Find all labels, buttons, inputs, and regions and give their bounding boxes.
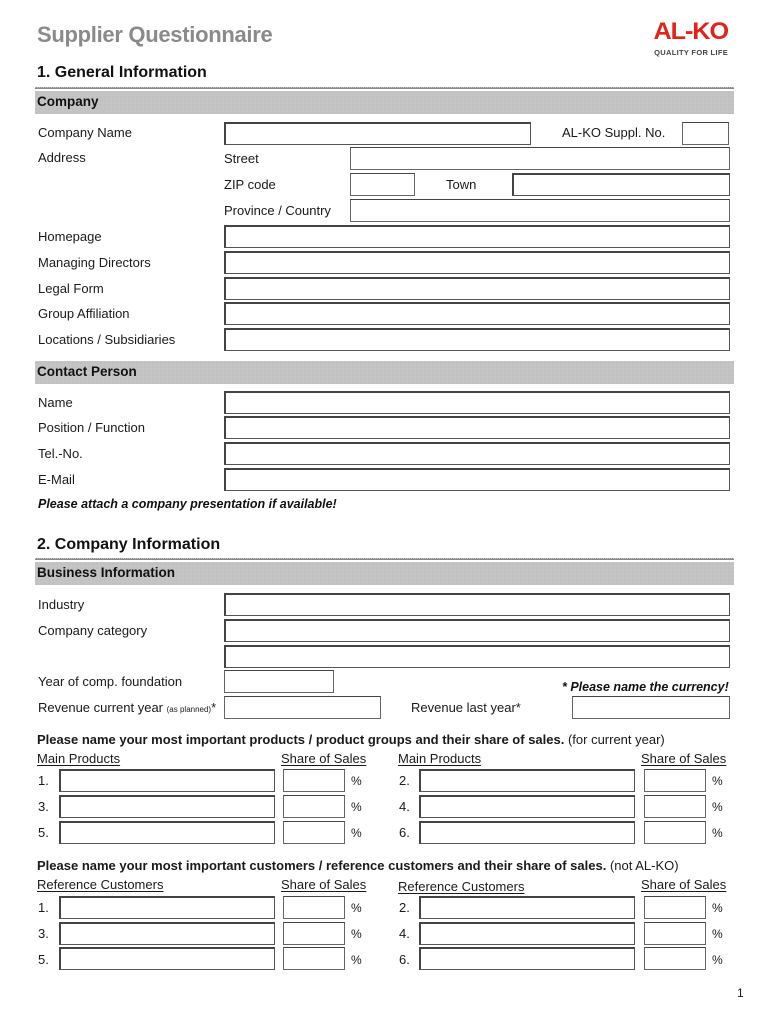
products-prompt: Please name your most important products / product groups and their share of sales. (for current year) — [37, 732, 665, 747]
percent-sign: % — [712, 774, 723, 788]
product-name-field-2[interactable] — [419, 769, 635, 792]
currency-note: * Please name the currency! — [562, 680, 729, 694]
homepage-label: Homepage — [38, 229, 102, 244]
product-share-field-3[interactable] — [283, 795, 345, 818]
products-col-share-right: Share of Sales — [641, 751, 727, 766]
tel-field[interactable] — [224, 442, 730, 465]
revenue-current-label: Revenue current year (as planned)* — [38, 700, 217, 715]
position-label: Position / Function — [38, 420, 145, 435]
product-row-num: 1. — [38, 773, 49, 788]
group-affiliation-label: Group Affiliation — [38, 306, 130, 321]
product-share-field-6[interactable] — [644, 821, 706, 844]
percent-sign: % — [712, 800, 723, 814]
revenue-current-field[interactable] — [224, 696, 381, 719]
percent-sign: % — [351, 927, 362, 941]
locations-field[interactable] — [224, 328, 730, 351]
legal-form-field[interactable] — [224, 277, 730, 300]
band-contact-label: Contact Person — [37, 364, 137, 379]
customer-share-field-6[interactable] — [644, 947, 706, 970]
band-contact-person — [35, 361, 734, 384]
address-label: Address — [38, 150, 86, 165]
industry-label: Industry — [38, 597, 85, 612]
customers-col-share-right: Share of Sales — [641, 877, 727, 892]
band-company-label: Company — [37, 94, 99, 109]
product-row-num: 6. — [399, 825, 410, 840]
company-name-field[interactable] — [224, 122, 531, 145]
zip-field[interactable] — [350, 173, 415, 196]
page-title: Supplier Questionnaire — [37, 22, 273, 47]
email-label: E-Mail — [38, 472, 75, 487]
percent-sign: % — [351, 953, 362, 967]
customer-row-num: 2. — [399, 900, 410, 915]
section-general-information-title: 1. General Information — [37, 64, 207, 81]
customers-col-share-left: Share of Sales — [281, 877, 367, 892]
presentation-note: Please attach a company presentation if available! — [38, 497, 337, 511]
email-field[interactable] — [224, 468, 730, 491]
product-name-field-6[interactable] — [419, 821, 635, 844]
legal-form-label: Legal Form — [38, 281, 104, 296]
percent-sign: % — [351, 774, 362, 788]
street-label: Street — [224, 151, 259, 166]
customer-name-field-6[interactable] — [419, 947, 635, 970]
products-col-name-right: Main Products — [398, 751, 482, 766]
product-row-num: 4. — [399, 799, 410, 814]
percent-sign: % — [351, 901, 362, 915]
product-share-field-1[interactable] — [283, 769, 345, 792]
section-divider — [35, 558, 734, 560]
supplier-no-label: AL-KO Suppl. No. — [562, 125, 666, 140]
product-name-field-1[interactable] — [59, 769, 275, 792]
customers-col-name-left: Reference Customers — [37, 877, 164, 892]
zip-label: ZIP code — [224, 177, 276, 192]
product-share-field-2[interactable] — [644, 769, 706, 792]
customer-name-field-2[interactable] — [419, 896, 635, 919]
products-col-name-left: Main Products — [37, 751, 121, 766]
contact-name-label: Name — [38, 395, 73, 410]
percent-sign: % — [712, 826, 723, 840]
section-company-information-title: 2. Company Information — [37, 536, 221, 553]
band-business-label: Business Information — [37, 565, 176, 580]
percent-sign: % — [712, 927, 723, 941]
directors-field[interactable] — [224, 251, 730, 274]
logo-tagline: QUALITY FOR LIFE — [654, 48, 728, 57]
category-label: Company category — [38, 623, 148, 638]
category-field[interactable] — [224, 619, 730, 642]
customer-name-field-5[interactable] — [59, 947, 275, 970]
customer-share-field-1[interactable] — [283, 896, 345, 919]
contact-name-field[interactable] — [224, 391, 730, 414]
town-label: Town — [446, 177, 477, 192]
position-field[interactable] — [224, 416, 730, 439]
logo-mark: AL-KO — [653, 18, 728, 45]
product-row-num: 3. — [38, 799, 49, 814]
product-name-field-4[interactable] — [419, 795, 635, 818]
category-field-2[interactable] — [224, 645, 730, 668]
customer-row-num: 6. — [399, 952, 410, 967]
customer-name-field-4[interactable] — [419, 922, 635, 945]
supplier-no-field[interactable] — [682, 122, 729, 145]
customers-col-name-right: Reference Customers — [398, 879, 525, 894]
band-business-information — [35, 562, 734, 585]
product-row-num: 5. — [38, 825, 49, 840]
revenue-last-label: Revenue last year* — [411, 700, 521, 715]
tel-label: Tel.-No. — [38, 446, 83, 461]
product-name-field-5[interactable] — [59, 821, 275, 844]
province-field[interactable] — [350, 199, 730, 222]
company-name-label: Company Name — [38, 125, 132, 140]
directors-label: Managing Directors — [38, 255, 151, 270]
town-field[interactable] — [512, 173, 730, 196]
group-affiliation-field[interactable] — [224, 302, 730, 325]
percent-sign: % — [351, 826, 362, 840]
industry-field[interactable] — [224, 593, 730, 616]
products-col-share-left: Share of Sales — [281, 751, 367, 766]
alko-logo — [626, 20, 728, 57]
customer-row-num: 1. — [38, 900, 49, 915]
customer-name-field-1[interactable] — [59, 896, 275, 919]
revenue-last-field[interactable] — [572, 696, 730, 719]
customers-prompt: Please name your most important customers / reference customers and their share of sales. (not AL-KO) — [37, 858, 679, 873]
band-company — [35, 91, 734, 114]
customer-row-num: 3. — [38, 926, 49, 941]
foundation-label: Year of comp. foundation — [38, 674, 183, 689]
customer-share-field-3[interactable] — [283, 922, 345, 945]
customer-row-num: 4. — [399, 926, 410, 941]
section-divider — [35, 87, 734, 89]
province-label: Province / Country — [224, 203, 331, 218]
percent-sign: % — [351, 800, 362, 814]
percent-sign: % — [712, 953, 723, 967]
product-name-field-3[interactable] — [59, 795, 275, 818]
homepage-field[interactable] — [224, 225, 730, 248]
customer-share-field-2[interactable] — [644, 896, 706, 919]
customer-share-field-4[interactable] — [644, 922, 706, 945]
product-row-num: 2. — [399, 773, 410, 788]
foundation-field[interactable] — [224, 670, 334, 693]
customer-name-field-3[interactable] — [59, 922, 275, 945]
customer-row-num: 5. — [38, 952, 49, 967]
customer-share-field-5[interactable] — [283, 947, 345, 970]
page-number: 1 — [737, 986, 744, 1000]
locations-label: Locations / Subsidiaries — [38, 332, 176, 347]
product-share-field-5[interactable] — [283, 821, 345, 844]
street-field[interactable] — [350, 147, 730, 170]
percent-sign: % — [712, 901, 723, 915]
product-share-field-4[interactable] — [644, 795, 706, 818]
